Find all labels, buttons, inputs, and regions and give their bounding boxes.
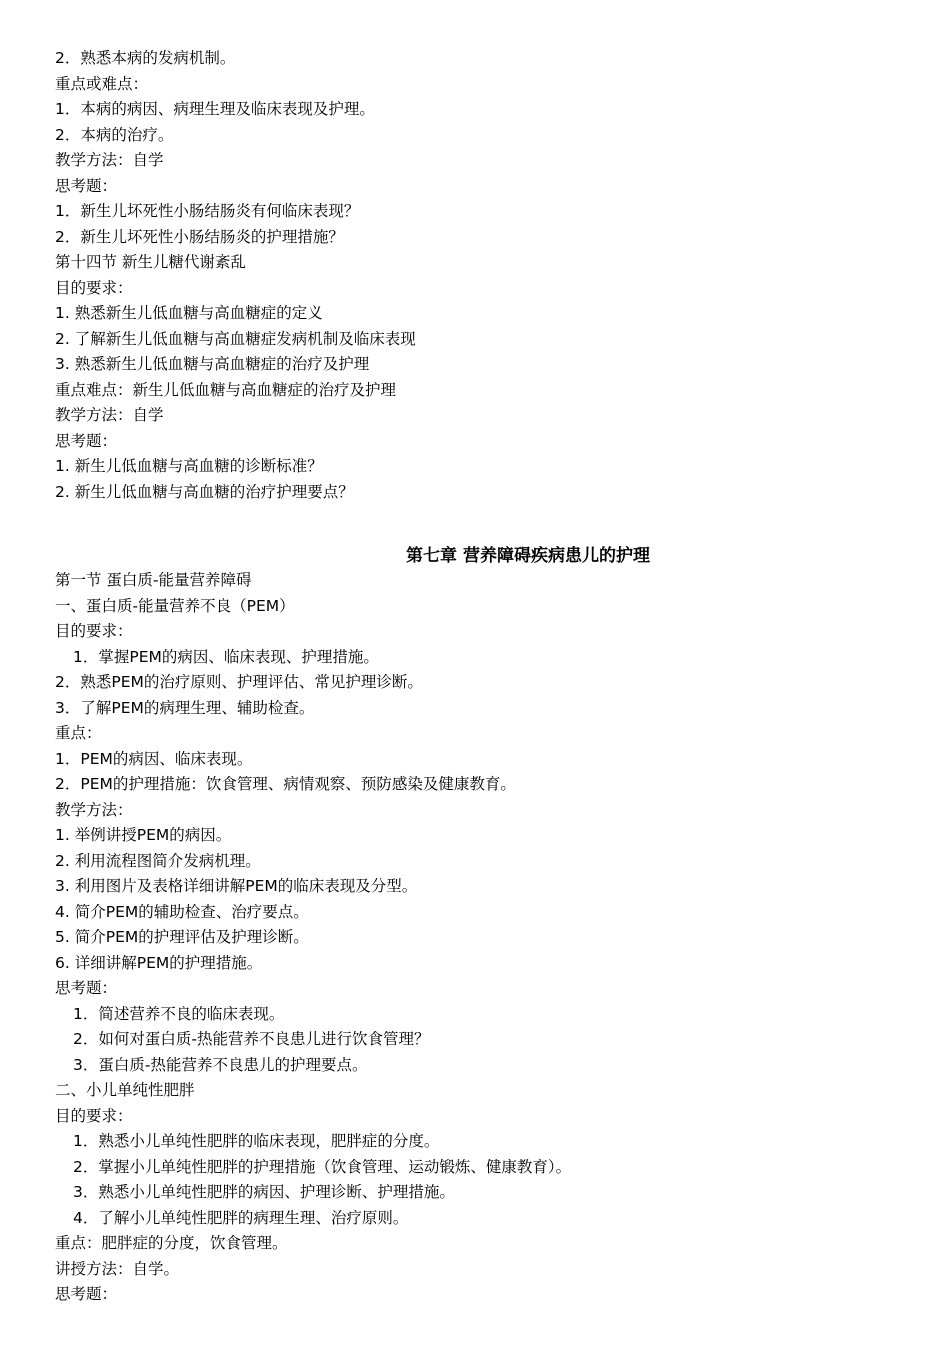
text-line: 3. 利用图片及表格详细讲解PEM的临床表现及分型。 [55, 877, 418, 895]
chapter-title [0, 541, 951, 571]
text-line: 教学方法：自学 [55, 151, 164, 169]
text-line: 思考题： [55, 176, 118, 195]
text-line: 教学方法：自学 [55, 406, 164, 424]
text-line: 4．了解小儿单纯性肥胖的病理生理、治疗原则。 [73, 1208, 409, 1227]
text-line: 2. 了解新生儿低血糖与高血糖症发病机制及临床表现 [55, 329, 416, 348]
text-line: 思考题： [55, 979, 118, 997]
text-line: 教学方法： [55, 800, 133, 819]
text-line: 2．本病的治疗。 [55, 125, 174, 144]
text-line: 1．PEM的病因、临床表现。 [55, 749, 253, 768]
text-line: 2．熟悉本病的发病机制。 [55, 49, 236, 67]
section-top [55, 46, 915, 505]
section-heading: 第一节 蛋白质-能量营养障碍 [55, 571, 252, 589]
text-line: 2. 新生儿低血糖与高血糖的治疗护理要点？ [55, 482, 354, 501]
text-line: 思考题： [55, 431, 118, 450]
text-line: 1．熟悉小儿单纯性肥胖的临床表现，肥胖症的分度。 [73, 1132, 440, 1150]
text-line: 重点： [55, 724, 102, 742]
text-line: 4. 简介PEM的辅助检查、治疗要点。 [55, 902, 309, 921]
text-line: 2．掌握小儿单纯性肥胖的护理措施（饮食管理、运动锻炼、健康教育）。 [73, 1157, 572, 1176]
subsection-heading: 二、小儿单纯性肥胖 [55, 1081, 195, 1099]
text-line: 5. 简介PEM的护理评估及护理诊断。 [55, 928, 309, 946]
text-line: 2．PEM的护理措施：饮食管理、病情观察、预防感染及健康教育。 [55, 775, 516, 793]
text-line: 1．新生儿坏死性小肠结肠炎有何临床表现？ [55, 202, 360, 220]
text-line: 6. 详细讲解PEM的护理措施。 [55, 953, 263, 972]
text-line: 目的要求： [55, 1106, 133, 1125]
section-heading: 第十四节 新生儿糖代谢紊乱 [55, 253, 246, 271]
text-line: 讲授方法：自学。 [55, 1259, 180, 1278]
text-line: 1．简述营养不良的临床表现。 [73, 1004, 285, 1023]
text-line: 2．新生儿坏死性小肠结肠炎的护理措施？ [55, 227, 344, 246]
text-line: 1．掌握PEM的病因、临床表现、护理措施。 [73, 647, 379, 666]
text-line: 重点或难点： [55, 74, 149, 93]
text-line: 1. 举例讲授PEM的病因。 [55, 826, 232, 844]
text-line: 2．如何对蛋白质-热能营养不良患儿进行饮食管理？ [73, 1030, 430, 1048]
text-line: 目的要求： [55, 622, 133, 640]
text-line: 3. 熟悉新生儿低血糖与高血糖症的治疗及护理 [55, 355, 370, 373]
text-line: 3．熟悉小儿单纯性肥胖的病因、护理诊断、护理措施。 [73, 1183, 455, 1201]
text-line: 3．了解PEM的病理生理、辅助检查。 [55, 698, 315, 717]
text-line: 1．本病的病因、病理生理及临床表现及护理。 [55, 100, 375, 118]
text-line: 目的要求： [55, 278, 133, 297]
subsection-heading: 一、蛋白质-能量营养不良（PEM） [55, 596, 295, 615]
text-line: 1. 熟悉新生儿低血糖与高血糖症的定义 [55, 304, 323, 322]
text-line: 重点难点：新生儿低血糖与高血糖症的治疗及护理 [55, 380, 397, 399]
text-line: 思考题： [55, 1285, 118, 1303]
text-line: 2. 利用流程图简介发病机理。 [55, 851, 261, 870]
text-line: 3．蛋白质-热能营养不良患儿的护理要点。 [73, 1055, 368, 1074]
text-line: 1. 新生儿低血糖与高血糖的诊断标准？ [55, 457, 323, 475]
text-line: 重点：肥胖症的分度，饮食管理。 [55, 1234, 288, 1252]
section-bottom [55, 568, 915, 1308]
chapter-title-text: 第七章 营养障碍疾病患儿的护理 [406, 546, 650, 566]
text-line: 2．熟悉PEM的治疗原则、护理评估、常见护理诊断。 [55, 673, 423, 691]
